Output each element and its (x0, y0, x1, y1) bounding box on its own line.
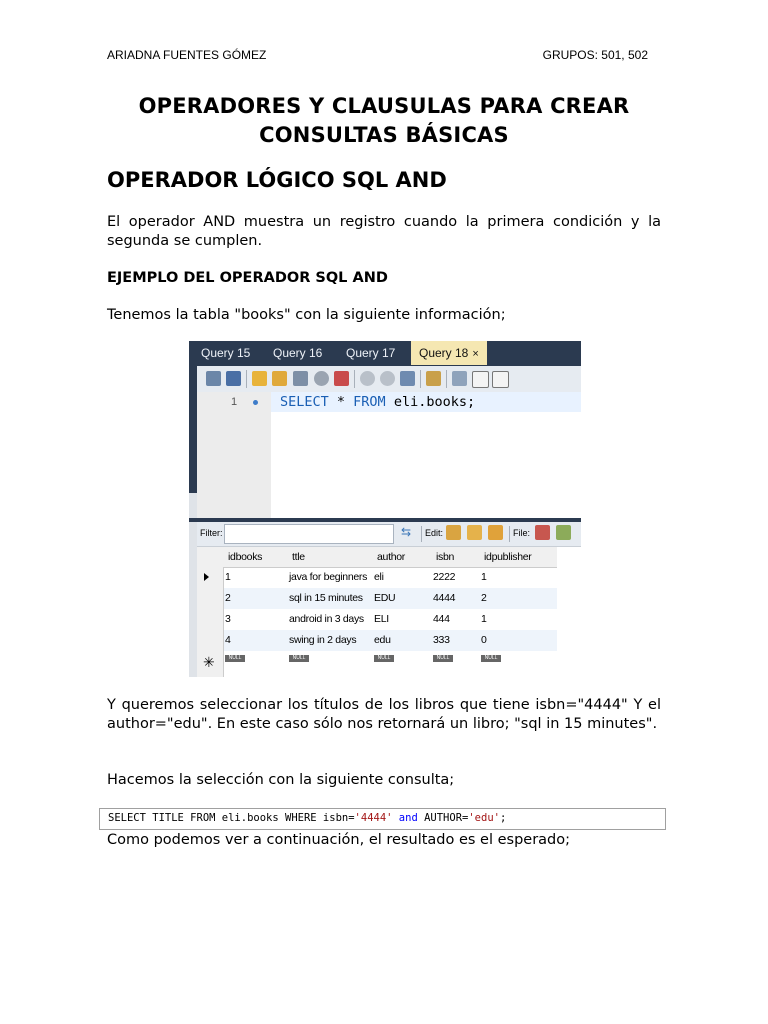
selection-paragraph: Y queremos seleccionar los títulos de los libros que tiene isbn="4444" Y el author="edu". En este caso sólo nos retornará un libro; "sql in 15 minutes". (107, 697, 661, 732)
cell[interactable]: 2 (225, 592, 231, 604)
query-text (108, 812, 506, 824)
cell[interactable]: 333 (433, 634, 450, 646)
cell[interactable]: 2 (481, 592, 487, 604)
cell[interactable]: 3 (225, 613, 231, 625)
query-string-author: 'edu' (468, 812, 500, 824)
import-icon[interactable] (556, 525, 571, 540)
result-toolbar (197, 522, 581, 547)
cell[interactable]: java for beginners (289, 571, 368, 583)
current-row-arrow-icon (204, 573, 209, 581)
find-icon[interactable] (452, 371, 467, 386)
column-header[interactable]: idpublisher (484, 551, 532, 563)
error-toggle-icon[interactable] (334, 371, 349, 386)
row-selector[interactable] (197, 588, 224, 609)
line-number: 1 (231, 396, 238, 408)
query-code-block (99, 808, 666, 830)
filter-label: Filter: (200, 528, 223, 538)
new-row-icon: ✳ (203, 654, 215, 670)
keyword-select: SELECT (280, 394, 329, 410)
cell[interactable]: eli (374, 571, 384, 583)
cell[interactable]: 1 (481, 613, 487, 625)
toolbar-separator (420, 370, 421, 388)
cell[interactable]: android in 3 days (289, 613, 364, 625)
table-row[interactable] (224, 630, 557, 651)
new-row[interactable] (224, 651, 557, 672)
table-row[interactable] (224, 609, 557, 630)
header-groups: GRUPOS: 501, 502 (542, 48, 648, 62)
cell[interactable]: 2222 (433, 571, 456, 583)
statement-marker-icon (253, 400, 258, 405)
tab-query-15[interactable]: Query 15 (201, 346, 251, 360)
toolbar-separator (421, 526, 422, 542)
export-icon[interactable] (535, 525, 550, 540)
column-header[interactable]: isbn (436, 551, 455, 563)
cell[interactable]: 4444 (433, 592, 456, 604)
cell[interactable]: sql in 15 minutes (289, 592, 363, 604)
table-row[interactable] (224, 567, 557, 588)
intro-paragraph: El operador AND muestra un registro cuando la primera condición y la segunda se cumplen. (107, 214, 661, 249)
cell[interactable]: EDU (374, 592, 396, 604)
refresh-icon[interactable]: ⇆ (401, 525, 412, 539)
edit-label: Edit: (425, 528, 444, 538)
row-selector[interactable] (197, 651, 224, 677)
result-paragraph: Como podemos ver a continuación, el resultado es el esperado; (107, 832, 571, 848)
null-badge: NULL (225, 655, 245, 662)
explain-icon[interactable] (293, 371, 308, 386)
title-line-1: OPERADORES Y CLAUSULAS PARA CREAR (138, 94, 630, 118)
autocommit-icon[interactable] (400, 371, 415, 386)
cell[interactable]: swing in 2 days (289, 634, 357, 646)
cell[interactable]: edu (374, 634, 391, 646)
execute-icon[interactable] (252, 371, 267, 386)
example-heading: EJEMPLO DEL OPERADOR SQL AND (107, 270, 388, 286)
query-intro-paragraph: Hacemos la selección con la siguiente consulta; (107, 772, 455, 788)
file-label: File: (513, 528, 531, 538)
query-end: ; (499, 812, 507, 824)
close-icon[interactable]: × (472, 348, 479, 360)
keyword-from: FROM (353, 394, 386, 410)
rollback-icon[interactable] (380, 371, 395, 386)
column-header[interactable]: ttle (292, 551, 305, 563)
execute-current-icon[interactable] (272, 371, 287, 386)
grid-header (197, 547, 557, 568)
null-badge: NULL (289, 655, 309, 662)
editor-toolbar (197, 366, 581, 392)
cell[interactable]: 1 (225, 571, 231, 583)
header-author: ARIADNA FUENTES GÓMEZ (107, 48, 267, 62)
filter-input[interactable] (224, 524, 394, 544)
query-part-1: SELECT TITLE FROM eli.books WHERE isbn= (108, 812, 355, 824)
save-icon[interactable] (226, 371, 241, 386)
cell[interactable]: 444 (433, 613, 450, 625)
toolbar-separator (446, 370, 447, 388)
column-header[interactable]: author (377, 551, 405, 563)
null-badge: NULL (481, 655, 501, 662)
null-badge: NULL (374, 655, 394, 662)
tab-query-17[interactable]: Query 17 (346, 346, 396, 360)
document-title (107, 92, 661, 150)
cell[interactable]: 0 (481, 634, 487, 646)
stop-icon[interactable] (314, 371, 329, 386)
query-part-2: AUTHOR= (424, 812, 469, 824)
invisible-chars-icon[interactable] (472, 371, 489, 388)
table-intro-paragraph: Tenemos la tabla "books" con la siguiente información; (107, 307, 506, 323)
null-badge: NULL (433, 655, 453, 662)
select-star: * (328, 394, 354, 410)
cell[interactable]: ELI (374, 613, 389, 625)
table-row[interactable] (224, 588, 557, 609)
wrap-icon[interactable] (492, 371, 509, 388)
open-folder-icon[interactable] (206, 371, 221, 386)
toolbar-separator (354, 370, 355, 388)
table-reference: eli.books; (385, 394, 476, 410)
query-keyword-and: and (392, 812, 425, 824)
sql-editor[interactable] (197, 392, 581, 518)
toolbar-separator (509, 526, 510, 542)
row-selector[interactable] (197, 630, 224, 651)
beautify-icon[interactable] (426, 371, 441, 386)
edit-cell-icon[interactable] (446, 525, 461, 540)
tab-query-18[interactable] (411, 341, 487, 365)
column-header[interactable]: idbooks (228, 551, 263, 563)
result-grid (197, 547, 581, 677)
tab-query-16[interactable]: Query 16 (273, 346, 323, 360)
sql-statement (280, 394, 475, 410)
delete-row-icon[interactable] (488, 525, 503, 540)
title-line-2: CONSULTAS BÁSICAS (259, 123, 509, 147)
row-selector[interactable] (197, 609, 224, 630)
row-selector[interactable] (197, 567, 224, 588)
toolbar-separator (246, 370, 247, 388)
commit-icon[interactable] (360, 371, 375, 386)
query-string-isbn: '4444' (354, 812, 393, 824)
cell[interactable]: 1 (481, 571, 487, 583)
tab-query-18-label: Query 18 (419, 346, 469, 360)
add-row-icon[interactable] (467, 525, 482, 540)
workbench-screenshot (189, 341, 581, 677)
query-tab-bar (189, 341, 581, 365)
line-gutter (197, 392, 271, 518)
cell[interactable]: 4 (225, 634, 231, 646)
section-heading: OPERADOR LÓGICO SQL AND (107, 168, 447, 192)
